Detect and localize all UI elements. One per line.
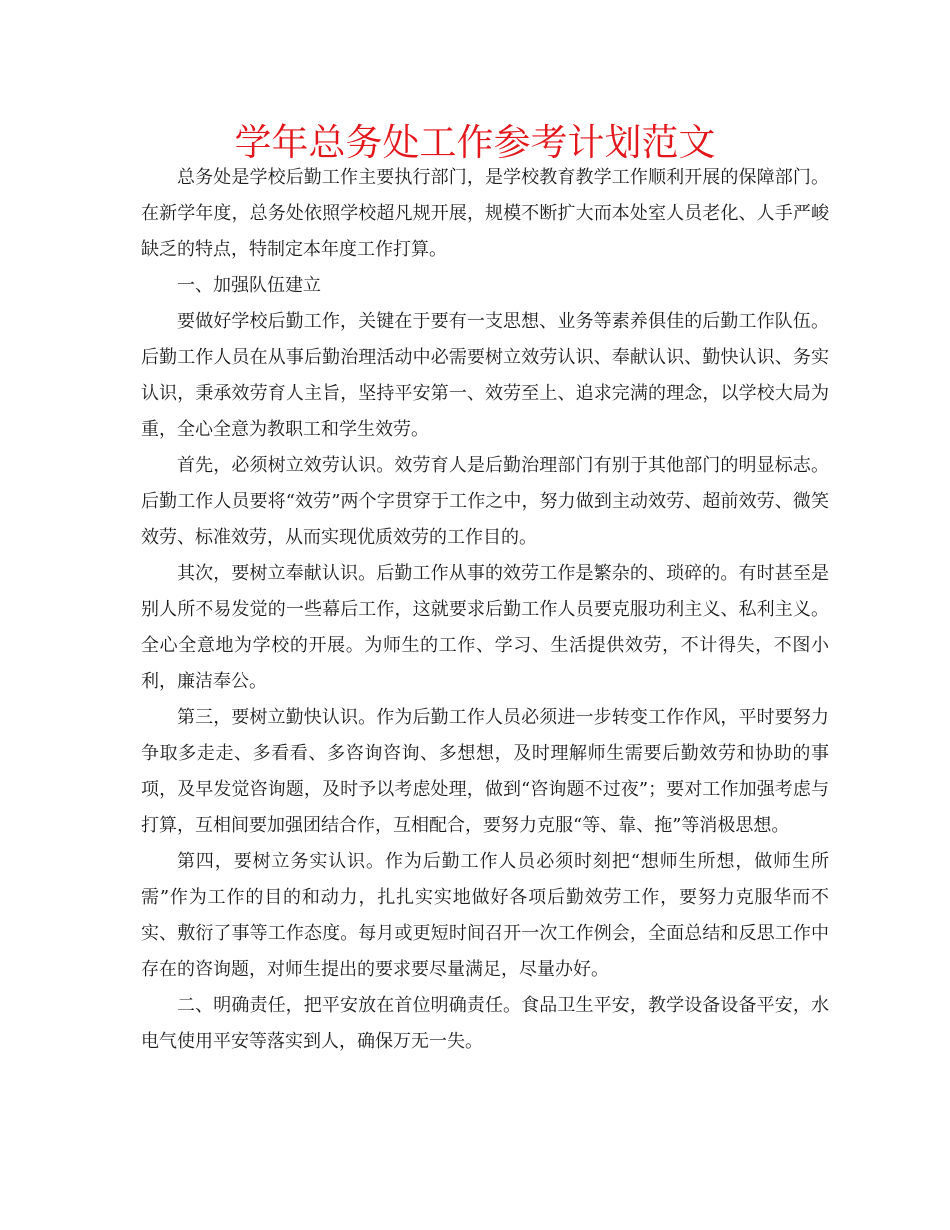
paragraph-team-building: 要做好学校后勤工作，关键在于要有一支思想、业务等素养俱佳的后勤工作队伍。后勤工作人员在从事后勤治理活动中必需要树立效劳认识、奉献认识、勤快认识、务实认识，秉承效劳育人主旨，坚持平安第一、效劳至上、追求完满的理念，以学校大局为重，全心全意为教职工和学生效劳。 <box>141 311 829 440</box>
document-body <box>141 160 829 1060</box>
paragraph-responsibility-safety: 二、明确责任，把平安放在首位明确责任。食品卫生平安，教学设备设备平安，水电气使用平安等落实到人，确保万无一失。 <box>141 995 829 1052</box>
paragraph-intro: 总务处是学校后勤工作主要执行部门，是学校教育教学工作顺利开展的保障部门。在新学年度，总务处依照学校超凡规开展，规模不断扩大而本处室人员老化、人手严峻缺乏的特点，特制定本年度工作打算。 <box>141 167 829 260</box>
document-title: 学年总务处工作参考计划范文 <box>234 121 716 164</box>
paragraph-service-awareness: 首先，必须树立效劳认识。效劳育人是后勤治理部门有别于其他部门的明显标志。后勤工作人员要将“效劳”两个字贯穿于工作之中，努力做到主动效劳、超前效劳、微笑效劳、标准效劳，从而实现优质效劳的工作目的。 <box>141 455 829 548</box>
paragraph-diligence-awareness: 第三，要树立勤快认识。作为后勤工作人员必须进一步转变工作作风，平时要努力争取多走走、多看看、多咨询咨询、多想想，及时理解师生需要后勤效劳和协助的事项，及早发觉咨询题，及时予以考虑处理，做到“咨询题不过夜”；要对工作加强考虑与打算，互相间要加强团结合作，互相配合，要努力克服“等、靠、拖”等消极思想。 <box>141 707 829 836</box>
section-heading-team-building: 一、加强队伍建立 <box>177 275 321 296</box>
paragraph-practical-awareness: 第四，要树立务实认识。作为后勤工作人员必须时刻把“想师生所想，做师生所需”作为工作的目的和动力，扎扎实实地做好各项后勤效劳工作，要努力克服华而不实、敷衍了事等工作态度。每月或更短时间召开一次工作例会，全面总结和反思工作中存在的咨询题，对师生提出的要求要尽量满足，尽量办好。 <box>141 851 829 980</box>
paragraph-dedication-awareness: 其次，要树立奉献认识。后勤工作从事的效劳工作是繁杂的、琐碎的。有时甚至是别人所不易发觉的一些幕后工作，这就要求后勤工作人员要克服功利主义、私利主义。全心全意地为学校的开展。为师生的工作、学习、生活提供效劳，不计得失，不图小利，廉洁奉公。 <box>141 563 829 692</box>
